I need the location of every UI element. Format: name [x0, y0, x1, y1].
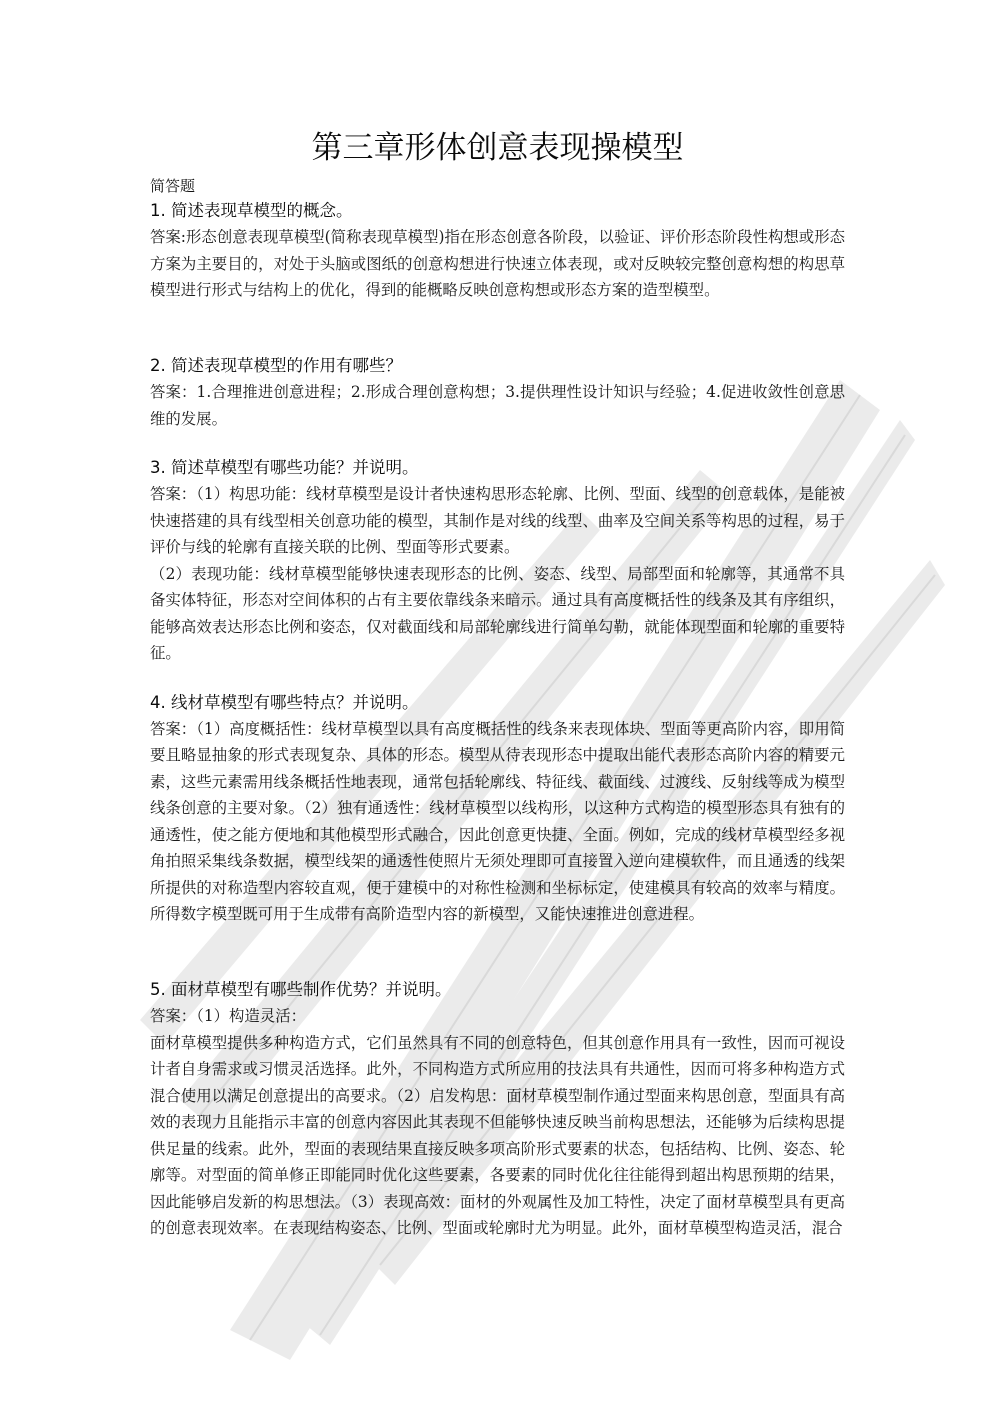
section-label: 简答题 — [150, 177, 196, 195]
question-5: 5. 面材草模型有哪些制作优势？并说明。 — [150, 980, 452, 999]
question-4: 4. 线材草模型有哪些特点？并说明。 — [150, 692, 419, 712]
answer-5-part-1: 答案：（1）构造灵活： — [150, 1007, 306, 1025]
question-3: 3. 简述草模型有哪些功能？并说明。 — [150, 458, 419, 477]
question-1: 1. 简述表现草模型的概念。 — [150, 201, 353, 220]
question-2: 2. 简述表现草模型的作用有哪些？ — [150, 356, 402, 375]
answer-3-part-2: （2）表现功能：线材草模型能够快速表现形态的比例、姿态、线型、局部型面和轮廓等，其通常不具备实体特征，形态对空间体积的占有主要依靠线条来暗示。通过具有高度概括性的线条及其有序组织，能够高效表达形态比例和姿态，仅对截面线和局部轮廓线进行简单勾勒，就能体现型面和轮廓的重要特征。 — [150, 564, 845, 662]
answer-2: 答案：1.合理推进创意进程；2.形成合理创意构想；3.提供理性设计知识与经验；4.促进收敛性创意思维的发展。 — [150, 383, 845, 428]
document-content — [150, 128, 845, 1268]
answer-5-part-2: 面材草模型提供多种构造方式，它们虽然具有不同的创意特色，但其创意作用具有一致性，因而可视设计者自身需求或习惯灵活选择。此外，不同构造方式所应用的技法具有共通性，因而可将多种构造方式混合使用以满足创意提出的高要求。（2）启发构思：面材草模型制作通过型面来构思创意，型面具有高效的表现力且能指示丰富的创意内容因此其表现不但能够快速反映当前构思想法，还能够为后续构思提供足量的线索。此外，型面的表现结果直接反映多项高阶形式要素的状态，包括结构、比例、姿态、轮廓等。对型面的简单修正即能同时优化这些要素，各要素的同时优化往往能得到超出构思预期的结果，因此能够启发新的构思想法。（3）表现高效：面材的外观属性及加工特性，决定了面材草模型具有更高的创意表现效率。在表现结构姿态、比例、型面或轮廓时尤为明显。此外，面材草模型构造灵活，混合 — [150, 1033, 845, 1237]
answer-4: 答案：（1）高度概括性：线材草模型以具有高度概括性的线条来表现体块、型面等更高阶内容，即用简要且略显抽象的形式表现复杂、具体的形态。模型从待表现形态中提取出能代表形态高阶内容的精要元素，这些元素需用线条概括性地表现，通常包括轮廓线、特征线、截面线、过渡线、反射线等成为模型线条创意的主要对象。（2）独有通透性：线材草模型以线构形，以这种方式构造的模型形态具有独有的通透性，使之能方便地和其他模型形式融合，因此创意更快捷、全面。例如，完成的线材草模型经多视角拍照采集线条数据，模型线架的通透性使照片无须处理即可直接置入逆向建模软件，而且通透的线架所提供的对称造型内容较直观，便于建模中的对称性检测和坐标标定，使建模具有较高的效率与精度。所得数字模型既可用于生成带有高阶造型内容的新模型，又能快速推进创意进程。 — [150, 719, 845, 923]
answer-3-part-1: 答案：（1）构思功能：线材草模型是设计者快速构思形态轮廓、比例、型面、线型的创意载体，是能被快速搭建的具有线型相关创意功能的模型，其制作是对线的线型、曲率及空间关系等构思的过程，易于评价与线的轮廓有直接关联的比例、型面等形式要素。 — [150, 485, 845, 556]
chapter-title: 第三章形体创意表现操模型 — [311, 130, 684, 166]
answer-1: 答案:形态创意表现草模型(简称表现草模型)指在形态创意各阶段，以验证、评价形态阶段性构想或形态方案为主要目的，对处于头脑或图纸的创意构想进行快速立体表现，或对反映较完整创意构想的构思草模型进行形式与结构上的优化，得到的能概略反映创意构想或形态方案的造型模型。 — [150, 228, 845, 299]
